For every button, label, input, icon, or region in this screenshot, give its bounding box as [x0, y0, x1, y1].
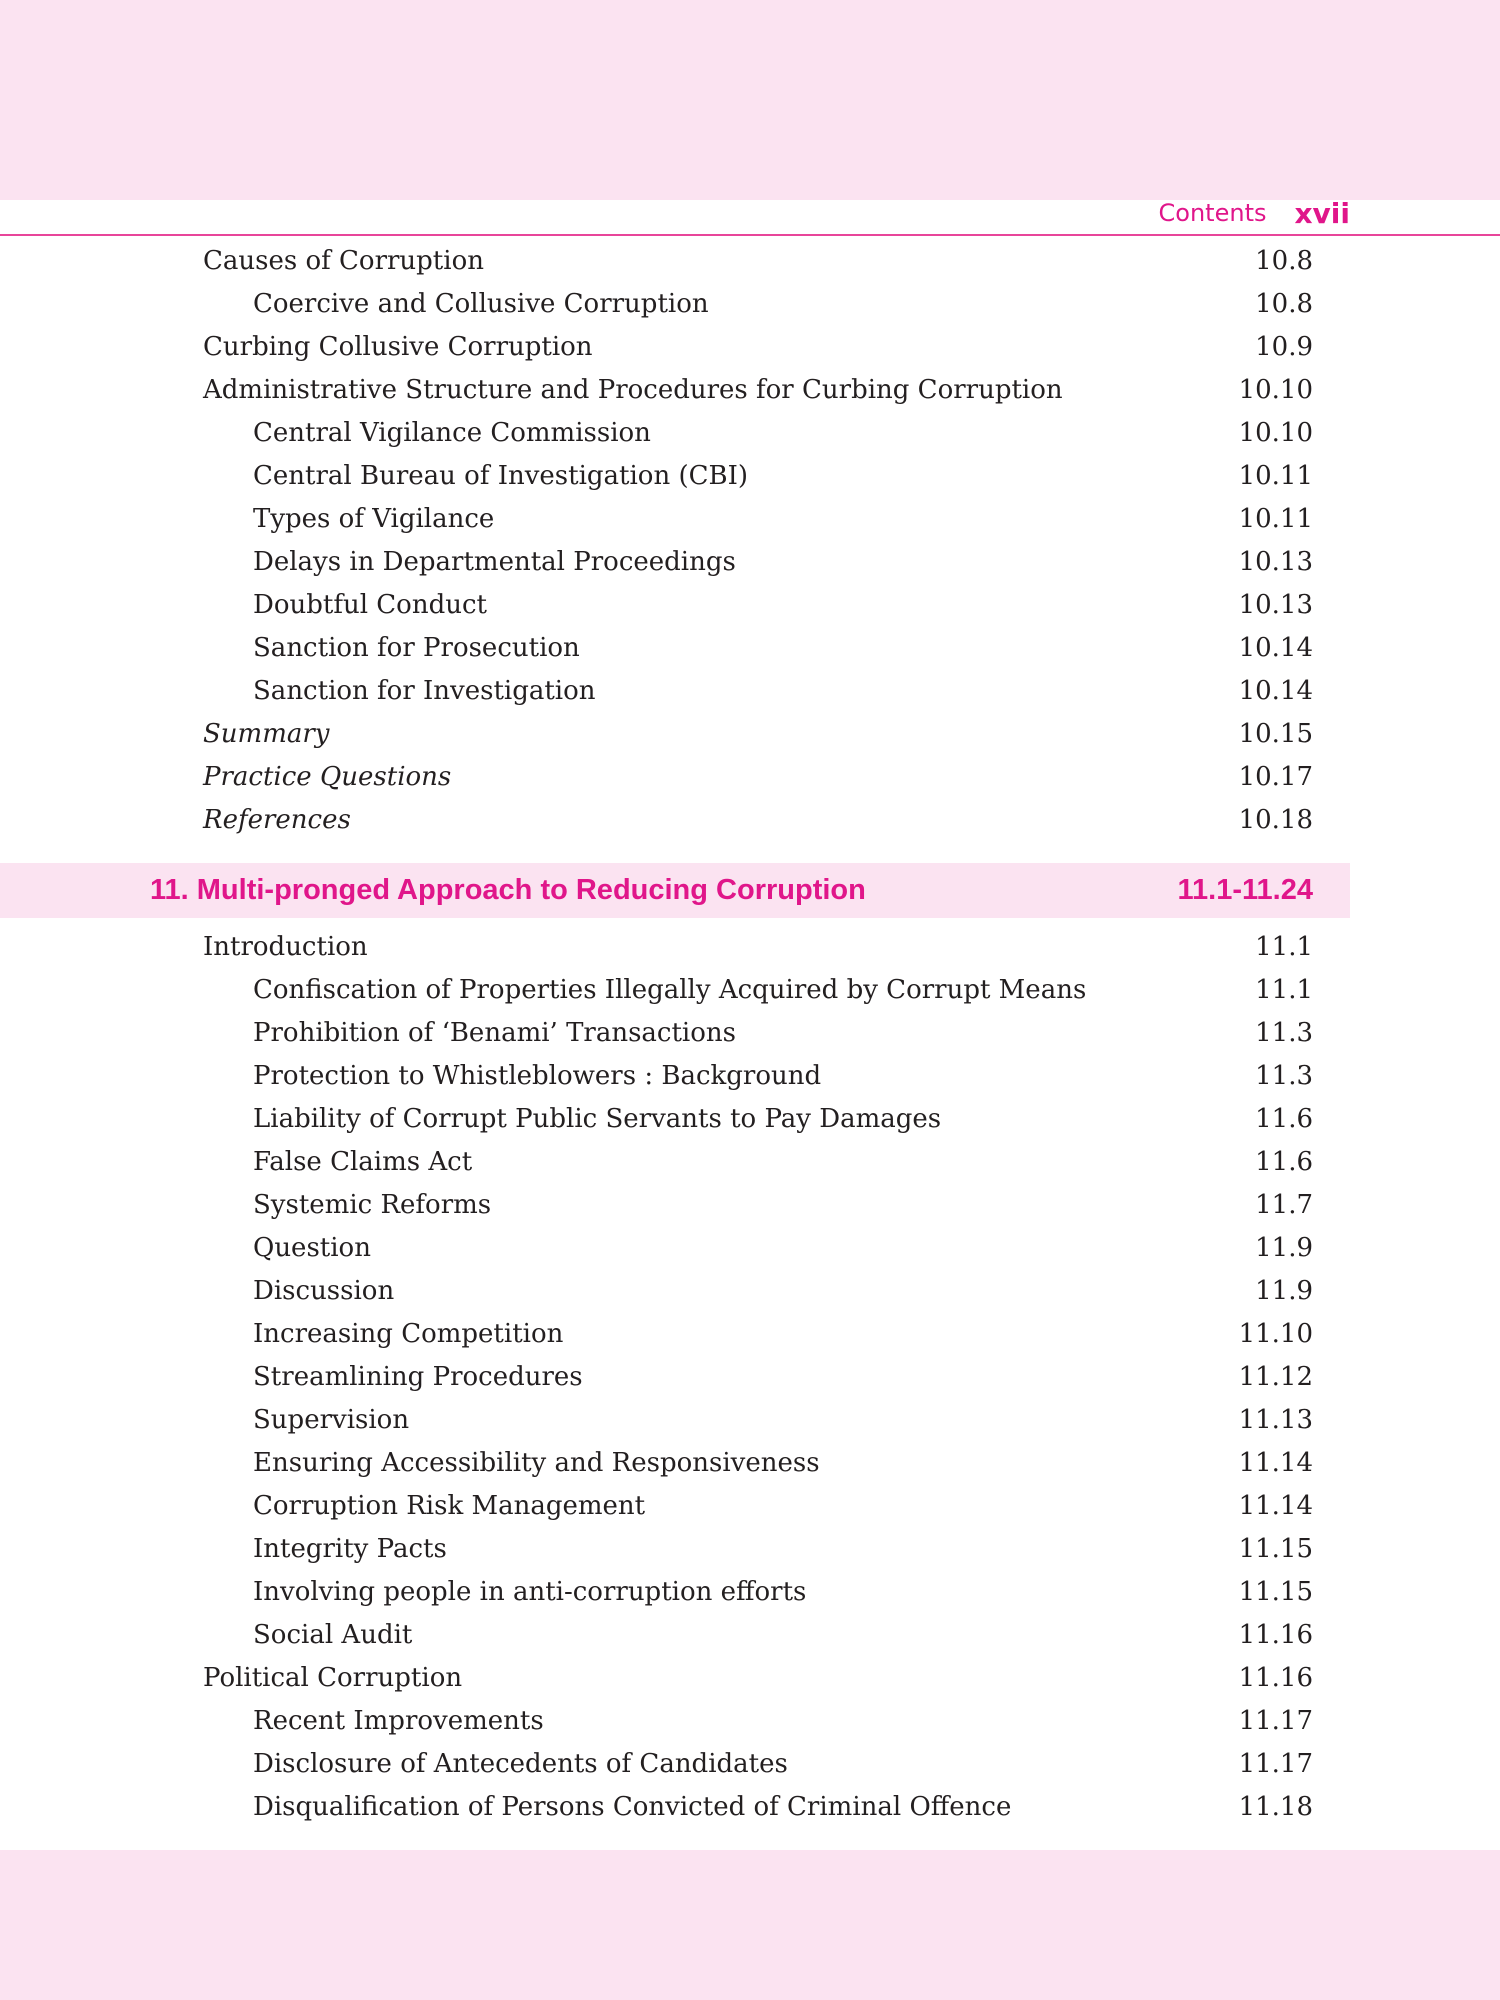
toc-entry-page: 10.10: [1238, 418, 1313, 448]
toc-entry-title: Supervision: [253, 1405, 410, 1435]
toc-entry-page: 11.12: [1238, 1362, 1313, 1392]
chapter-page-range: 11.1-11.24: [1177, 874, 1313, 906]
toc-entry-title: Increasing Competition: [253, 1319, 564, 1349]
toc-entry[interactable]: [253, 1399, 1313, 1442]
toc-entry-title: Delays in Departmental Proceedings: [253, 547, 736, 577]
toc-entry-page: 10.8: [1255, 289, 1313, 319]
toc-entry-page: 11.1: [1255, 932, 1313, 962]
toc-entry-title: Discussion: [253, 1276, 395, 1306]
toc-entry[interactable]: [253, 1743, 1313, 1786]
toc-entry-title: Ensuring Accessibility and Responsiveness: [253, 1448, 820, 1478]
toc-entry[interactable]: [253, 627, 1313, 670]
toc-entry-page: 11.18: [1238, 1792, 1313, 1822]
toc-entry-page: 10.15: [1238, 719, 1313, 749]
toc-entry-page: 11.3: [1255, 1061, 1313, 1091]
toc-entry[interactable]: [203, 926, 1313, 969]
toc-entry-page: 11.17: [1238, 1749, 1313, 1779]
toc-entry-page: 11.6: [1255, 1147, 1313, 1177]
toc-entry[interactable]: [253, 1184, 1313, 1227]
toc-entry-page: 11.17: [1238, 1706, 1313, 1736]
toc-entry[interactable]: [253, 1270, 1313, 1313]
toc-entry-title: Practice Questions: [203, 762, 452, 792]
toc-entry-title: Social Audit: [253, 1620, 413, 1650]
toc-entry-title: Integrity Pacts: [253, 1534, 447, 1564]
toc-entry[interactable]: [203, 240, 1313, 283]
toc-entry-title: False Claims Act: [253, 1147, 473, 1177]
toc-entry-page: 11.15: [1238, 1534, 1313, 1564]
running-head: [1159, 196, 1350, 230]
toc-entry[interactable]: [253, 498, 1313, 541]
toc-entry-title: Sanction for Prosecution: [253, 633, 580, 663]
toc-entry-title: Causes of Corruption: [203, 246, 484, 276]
toc-entry-page: 11.9: [1255, 1233, 1313, 1263]
toc-entry-title: Corruption Risk Management: [253, 1491, 646, 1521]
toc-entry[interactable]: [253, 455, 1313, 498]
header-rule: [0, 234, 1500, 236]
toc-entry-title: Administrative Structure and Procedures for Curbing Corruption: [203, 375, 1063, 405]
toc-entry[interactable]: [253, 1571, 1313, 1614]
toc-entry[interactable]: [253, 1528, 1313, 1571]
toc-entry-title: Streamlining Procedures: [253, 1362, 583, 1392]
toc-entry-page: 11.1: [1255, 975, 1313, 1005]
toc-entry-title: Doubtful Conduct: [253, 590, 487, 620]
toc-entry-page: 10.14: [1238, 633, 1313, 663]
toc-entry[interactable]: [253, 584, 1313, 627]
toc-entry[interactable]: [203, 756, 1313, 799]
page-number: xvii: [1294, 196, 1350, 230]
toc-entry-title: Summary: [203, 719, 330, 749]
toc-entry-page: 11.14: [1238, 1491, 1313, 1521]
toc-entry-title: Disqualification of Persons Convicted of Criminal Offence: [253, 1792, 1012, 1822]
toc-entry[interactable]: [253, 1055, 1313, 1098]
toc-entry-title: Recent Improvements: [253, 1706, 544, 1736]
toc-entry[interactable]: [203, 713, 1313, 756]
chapter-title: 11. Multi-pronged Approach to Reducing Corruption: [150, 874, 866, 906]
toc-entry-title: Protection to Whistleblowers : Background: [253, 1061, 822, 1091]
toc-entry-title: Systemic Reforms: [253, 1190, 492, 1220]
toc-entry-page: 11.15: [1238, 1577, 1313, 1607]
toc-entry-title: Sanction for Investigation: [253, 676, 596, 706]
toc-entry-page: 11.16: [1238, 1620, 1313, 1650]
toc-entry[interactable]: [253, 1227, 1313, 1270]
toc-entry-title: Liability of Corrupt Public Servants to Pay Damages: [253, 1104, 942, 1134]
toc-entry-page: 11.3: [1255, 1018, 1313, 1048]
toc-entry-page: 11.14: [1238, 1448, 1313, 1478]
toc-entry[interactable]: [203, 1657, 1313, 1700]
toc-entry-title: References: [203, 805, 351, 835]
toc-entry[interactable]: [253, 412, 1313, 455]
toc-entry[interactable]: [253, 1614, 1313, 1657]
toc-entry-page: 10.10: [1238, 375, 1313, 405]
top-margin-band: [0, 0, 1500, 200]
toc-entry[interactable]: [203, 369, 1313, 412]
toc-entry-title: Question: [253, 1233, 371, 1263]
toc-entry-page: 10.9: [1255, 332, 1313, 362]
toc-entry-page: 10.17: [1238, 762, 1313, 792]
toc-entry[interactable]: [253, 1012, 1313, 1055]
chapter-heading[interactable]: [0, 863, 1350, 918]
toc-entry-page: 10.18: [1238, 805, 1313, 835]
toc-entry[interactable]: [253, 969, 1313, 1012]
toc-entry-title: Types of Vigilance: [253, 504, 495, 534]
toc-entry-page: 11.10: [1238, 1319, 1313, 1349]
toc-entry-title: Political Corruption: [203, 1663, 463, 1693]
toc-entry-title: Prohibition of ‘Benami’ Transactions: [253, 1018, 736, 1048]
toc-entry[interactable]: [253, 1356, 1313, 1399]
toc-entry-title: Central Vigilance Commission: [253, 418, 651, 448]
toc-entry[interactable]: [253, 1786, 1313, 1829]
running-head-label: Contents: [1158, 199, 1267, 227]
toc-entry-page: 10.13: [1238, 547, 1313, 577]
toc-entry[interactable]: [253, 1442, 1313, 1485]
toc-entry-title: Confiscation of Properties Illegally Acquired by Corrupt Means: [253, 975, 1087, 1005]
toc-entry-title: Involving people in anti-corruption efforts: [253, 1577, 807, 1607]
toc-entry[interactable]: [253, 283, 1313, 326]
toc-entry-title: Introduction: [203, 932, 368, 962]
toc-entry[interactable]: [253, 1098, 1313, 1141]
bottom-margin-band: [0, 1850, 1500, 2000]
toc-entry-title: Central Bureau of Investigation (CBI): [253, 461, 749, 491]
toc-entry-page: 11.16: [1238, 1663, 1313, 1693]
toc-entry-title: Curbing Collusive Corruption: [203, 332, 593, 362]
toc-entry[interactable]: [253, 1700, 1313, 1743]
toc-entry[interactable]: [203, 799, 1313, 842]
toc-entry-title: Disclosure of Antecedents of Candidates: [253, 1749, 788, 1779]
toc-entry-page: 10.11: [1238, 461, 1313, 491]
toc-entry-title: Coercive and Collusive Corruption: [253, 289, 709, 319]
toc-entry[interactable]: [253, 1485, 1313, 1528]
toc-entry-page: 11.13: [1238, 1405, 1313, 1435]
toc-entry[interactable]: [253, 541, 1313, 584]
toc-entry-page: 11.6: [1255, 1104, 1313, 1134]
toc-entry[interactable]: [253, 670, 1313, 713]
toc-entry[interactable]: [253, 1313, 1313, 1356]
toc-entry-page: 10.14: [1238, 676, 1313, 706]
toc-entry-page: 11.7: [1255, 1190, 1313, 1220]
toc-entry-page: 10.11: [1238, 504, 1313, 534]
toc-entry-page: 11.9: [1255, 1276, 1313, 1306]
toc-entry-page: 10.13: [1238, 590, 1313, 620]
toc-entry[interactable]: [253, 1141, 1313, 1184]
toc-entry[interactable]: [203, 326, 1313, 369]
toc-entry-page: 10.8: [1255, 246, 1313, 276]
